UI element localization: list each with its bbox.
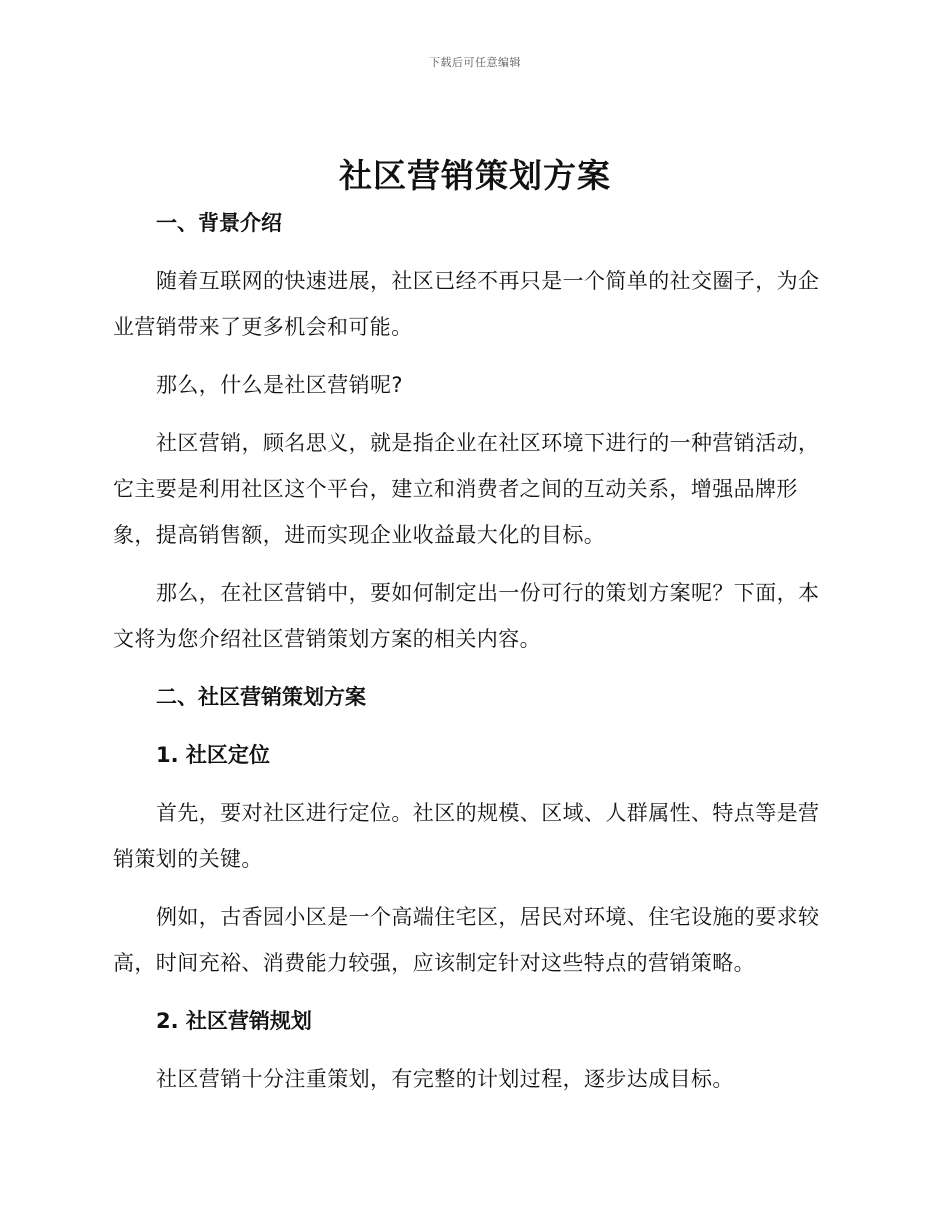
document-title: 社区营销策划方案 (339, 156, 611, 195)
paragraph-positioning: 首先，要对社区进行定位。社区的规模、区域、人群属性、特点等是营销策划的关键。 (113, 801, 820, 871)
paragraph-definition: 社区营销，顾名思义，就是指企业在社区环境下进行的一种营销活动，它主要是利用社区这个平台，建立和消费者之间的互动关系，增强品牌形象，提高销售额，进而实现企业收益最大化的目标。 (113, 431, 820, 547)
section-heading-background: 一、背景介绍 (156, 211, 282, 235)
document-body (113, 200, 831, 1102)
subsection-heading-planning: 2. 社区营销规划 (156, 1009, 312, 1033)
paragraph-transition: 那么，在社区营销中，要如何制定出一份可行的策划方案呢？下面，本文将为您介绍社区营销策划方案的相关内容。 (113, 581, 820, 651)
page-header-note: 下载后可任意编辑 (429, 56, 521, 69)
paragraph-planning: 社区营销十分注重策划，有完整的计划过程，逐步达成目标。 (156, 1067, 734, 1091)
paragraph-intro: 随着互联网的快速进展，社区已经不再只是一个简单的社交圈子，为企业营销带来了更多机会和可能。 (113, 269, 820, 339)
section-heading-plan: 二、社区营销策划方案 (156, 685, 366, 709)
paragraph-question: 那么，什么是社区营销呢? (156, 373, 403, 397)
paragraph-example: 例如，古香园小区是一个高端住宅区，居民对环境、住宅设施的要求较高，时间充裕、消费能力较强，应该制定针对这些特点的营销策略。 (113, 905, 820, 975)
subsection-heading-positioning: 1. 社区定位 (156, 743, 270, 767)
